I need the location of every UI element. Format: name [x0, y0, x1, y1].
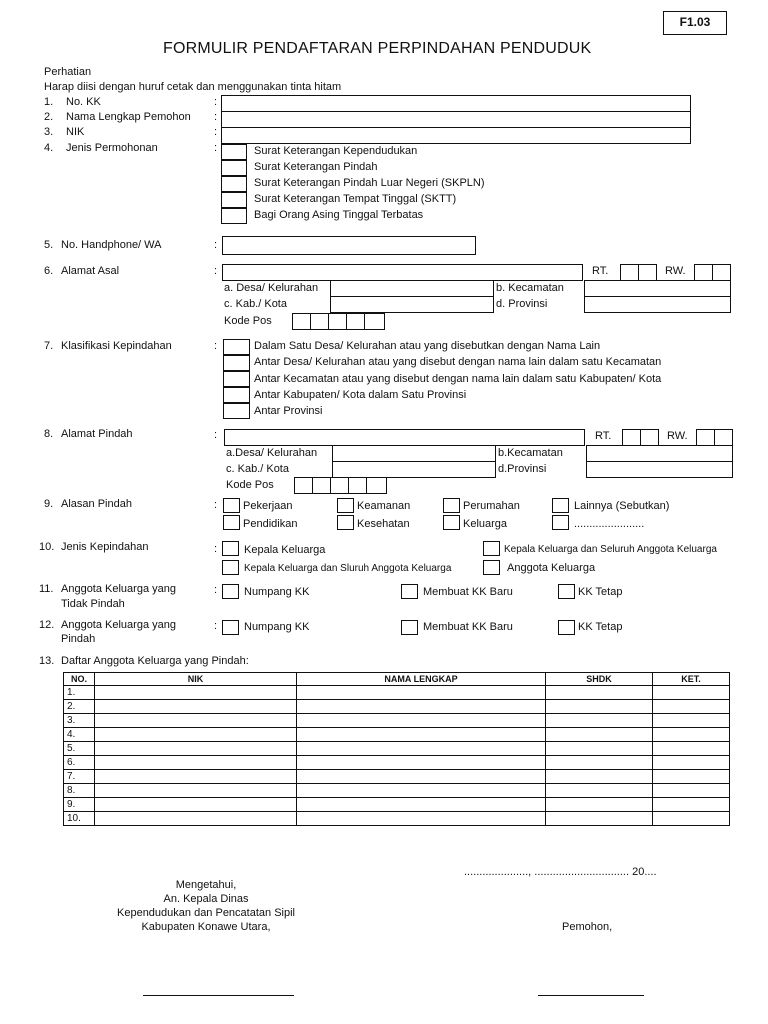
nik-cell[interactable] [95, 728, 297, 742]
colon: : [214, 239, 218, 251]
option-label: Surat Keterangan Pindah Luar Negeri (SKPLN) [254, 177, 485, 189]
field-5-label: No. Handphone/ WA [61, 239, 162, 251]
colon: : [214, 265, 218, 277]
shdk-cell[interactable] [546, 728, 653, 742]
field-10-label: Jenis Kepindahan [61, 541, 149, 553]
kodepos-label: Kode Pos [224, 315, 272, 327]
option-label: Antar Kecamatan atau yang disebut dengan nama lain dalam satu Kabupaten/ Kota [254, 373, 662, 385]
field-4-label: Jenis Permohonan [66, 142, 158, 154]
kodepos-label: Kode Pos [226, 479, 274, 491]
option-label: Antar Provinsi [254, 405, 323, 417]
kab-label: c. Kab./ Kota [224, 298, 287, 310]
checkbox[interactable] [483, 541, 500, 556]
checkbox[interactable] [401, 584, 418, 599]
colon: : [214, 620, 218, 632]
ket-cell[interactable] [653, 700, 730, 714]
kecamatan-label: b.Kecamatan [498, 447, 563, 459]
table-row [64, 728, 730, 742]
field-12-label: Anggota Keluarga yang [61, 619, 176, 631]
kab-label: c. Kab./ Kota [226, 463, 289, 475]
option-label: Lainnya (Sebutkan) [574, 500, 670, 512]
provinsi-input[interactable] [586, 461, 733, 478]
shdk-cell[interactable] [546, 714, 653, 728]
option-label: Kepala Keluarga dan Seluruh Anggota Keluarga [504, 544, 717, 555]
shdk-cell[interactable] [546, 798, 653, 812]
rw-digit[interactable] [694, 264, 713, 281]
field-11-num: 11. [39, 583, 54, 595]
option-label: Surat Keterangan Kependudukan [254, 145, 418, 157]
table-row [64, 742, 730, 756]
kodepos-digit[interactable] [294, 477, 313, 494]
kecamatan-label: b. Kecamatan [496, 282, 564, 294]
rw-label: RW. [665, 265, 686, 277]
option-label: Pekerjaan [243, 500, 293, 512]
field-11-label: Anggota Keluarga yang [61, 583, 176, 595]
option-label: Dalam Satu Desa/ Kelurahan atau yang disebutkan dengan Nama Lain [254, 340, 601, 352]
option-label: Kepala Keluarga dan Sluruh Anggota Keluarga [244, 563, 452, 574]
nama-cell[interactable] [297, 798, 546, 812]
field-6-num: 6. [44, 265, 54, 277]
rw-label: RW. [667, 430, 688, 442]
nama-pemohon-input[interactable] [221, 111, 691, 128]
checkbox[interactable] [552, 515, 569, 530]
field-7-label: Klasifikasi Kepindahan [61, 340, 172, 352]
option-label: KK Tetap [578, 586, 623, 598]
rt-digit[interactable] [622, 429, 641, 446]
rt-digit[interactable] [640, 429, 659, 446]
nama-cell[interactable] [297, 714, 546, 728]
rt-label: RT. [592, 265, 609, 277]
checkbox[interactable] [223, 355, 250, 371]
colon: : [214, 96, 218, 108]
table-row [64, 700, 730, 714]
checkbox[interactable] [443, 498, 460, 513]
rt-digit[interactable] [638, 264, 657, 281]
nik-cell[interactable] [95, 798, 297, 812]
table-header-row [64, 673, 730, 686]
checkbox[interactable] [221, 160, 247, 176]
table-row [64, 686, 730, 700]
checkbox[interactable] [221, 192, 247, 208]
checkbox[interactable] [223, 371, 250, 387]
field-9-label: Alasan Pindah [61, 498, 132, 510]
sign-left-line-4: Kabupaten Konawe Utara, [141, 921, 271, 933]
notice-heading: Perhatian [44, 66, 92, 78]
ket-cell[interactable] [653, 798, 730, 812]
field-6-label: Alamat Asal [61, 265, 120, 277]
ket-cell[interactable] [653, 742, 730, 756]
nik-cell[interactable] [95, 812, 297, 826]
field-1-label: No. KK [66, 96, 101, 108]
desa-input[interactable] [332, 445, 496, 462]
colon: : [214, 429, 218, 441]
row-number: 5. [64, 742, 95, 756]
ket-cell[interactable] [653, 784, 730, 798]
field-12-label: Pindah [61, 633, 96, 645]
field-13-label: Daftar Anggota Keluarga yang Pindah: [61, 655, 249, 667]
row-number: 8. [64, 784, 95, 798]
checkbox[interactable] [552, 498, 569, 513]
row-number: 9. [64, 798, 95, 812]
ket-cell[interactable] [653, 770, 730, 784]
nama-cell[interactable] [297, 686, 546, 700]
option-label: Keluarga [463, 518, 508, 530]
page-title: FORMULIR PENDAFTARAN PERPINDAHAN PENDUDUK [163, 40, 592, 57]
nama-cell[interactable] [297, 700, 546, 714]
option-label: Antar Kabupaten/ Kota dalam Satu Provinsi [254, 389, 467, 401]
checkbox[interactable] [222, 584, 239, 599]
row-number: 1. [64, 686, 95, 700]
nik-cell[interactable] [95, 784, 297, 798]
option-label: Antar Desa/ Kelurahan atau yang disebut dengan nama lain dalam satu Kecamatan [254, 356, 662, 368]
table-row [64, 770, 730, 784]
provinsi-label: d.Provinsi [498, 463, 547, 475]
kab-input[interactable] [330, 296, 494, 313]
shdk-cell[interactable] [546, 686, 653, 700]
checkbox[interactable] [558, 620, 575, 635]
shdk-cell[interactable] [546, 812, 653, 826]
colon: : [214, 584, 218, 596]
desa-label: a.Desa/ Kelurahan [226, 447, 318, 459]
field-3-label: NIK [66, 126, 85, 138]
colon: : [214, 126, 218, 138]
option-label: Surat Keterangan Pindah [254, 161, 378, 173]
colon: : [214, 111, 218, 123]
nik-cell[interactable] [95, 714, 297, 728]
col-header-nik: NIK [95, 673, 297, 686]
kodepos-digit[interactable] [292, 313, 311, 330]
checkbox[interactable] [222, 541, 239, 556]
kecamatan-input[interactable] [584, 280, 731, 297]
notice-text: Harap diisi dengan huruf cetak dan menggunakan tinta hitam [44, 81, 342, 93]
provinsi-input[interactable] [584, 296, 731, 313]
table-row [64, 798, 730, 812]
field-2-label: Nama Lengkap Pemohon [66, 111, 191, 123]
option-label: Surat Keterangan Tempat Tinggal (SKTT) [254, 193, 457, 205]
nik-cell[interactable] [95, 742, 297, 756]
colon: : [214, 543, 218, 555]
date-line[interactable]: ....................., ............................... 20.... [464, 866, 657, 878]
row-number: 2. [64, 700, 95, 714]
kodepos-digit[interactable] [366, 477, 387, 494]
field-2-num: 2. [44, 111, 54, 123]
nama-cell[interactable] [297, 728, 546, 742]
option-label: Kesehatan [357, 518, 410, 530]
field-9-num: 9. [44, 498, 54, 510]
option-label: Kepala Keluarga [244, 544, 326, 556]
row-number: 3. [64, 714, 95, 728]
kodepos-digit[interactable] [364, 313, 385, 330]
shdk-cell[interactable] [546, 784, 653, 798]
colon: : [214, 499, 218, 511]
kodepos-digit[interactable] [346, 313, 365, 330]
kodepos-digit[interactable] [310, 313, 329, 330]
option-label: Perumahan [463, 500, 520, 512]
col-header-shdk: SHDK [546, 673, 653, 686]
rw-digit[interactable] [696, 429, 715, 446]
field-1-num: 1. [44, 96, 54, 108]
col-header-no: NO. [64, 673, 95, 686]
rw-digit[interactable] [712, 264, 731, 281]
colon: : [214, 340, 218, 352]
checkbox[interactable] [401, 620, 418, 635]
option-label: Keamanan [357, 500, 411, 512]
field-3-num: 3. [44, 126, 54, 138]
shdk-cell[interactable] [546, 700, 653, 714]
col-header-nama: NAMA LENGKAP [297, 673, 546, 686]
option-label: Numpang KK [244, 586, 310, 598]
row-number: 4. [64, 728, 95, 742]
option-label: KK Tetap [578, 621, 623, 633]
no-kk-input[interactable] [221, 95, 691, 112]
checkbox[interactable] [337, 498, 354, 513]
table-row [64, 812, 730, 826]
option-label: Anggota Keluarga [507, 562, 596, 574]
row-number: 6. [64, 756, 95, 770]
desa-label: a. Desa/ Kelurahan [224, 282, 319, 294]
field-5-num: 5. [44, 239, 54, 251]
rt-label: RT. [595, 430, 612, 442]
row-number: 10. [64, 812, 95, 826]
left-signature-line[interactable] [143, 995, 294, 996]
table-row [64, 756, 730, 770]
nama-cell[interactable] [297, 812, 546, 826]
field-8-label: Alamat Pindah [61, 428, 133, 440]
checkbox[interactable] [443, 515, 460, 530]
family-member-table [63, 672, 730, 826]
desa-input[interactable] [330, 280, 494, 297]
field-10-num: 10. [39, 541, 55, 553]
kodepos-digit[interactable] [330, 477, 349, 494]
checkbox[interactable] [558, 584, 575, 599]
kodepos-digit[interactable] [312, 477, 331, 494]
checkbox[interactable] [337, 515, 354, 530]
row-number: 7. [64, 770, 95, 784]
shdk-cell[interactable] [546, 742, 653, 756]
checkbox[interactable] [223, 339, 250, 355]
option-label: Membuat KK Baru [423, 621, 513, 633]
checkbox[interactable] [221, 144, 247, 160]
other-reason-dots[interactable]: ....................... [574, 518, 645, 530]
checkbox[interactable] [223, 387, 250, 403]
kodepos-digit[interactable] [328, 313, 347, 330]
nama-cell[interactable] [297, 756, 546, 770]
alamat-pindah-input[interactable] [224, 429, 585, 446]
nama-cell[interactable] [297, 770, 546, 784]
field-11-label: Tidak Pindah [61, 598, 125, 610]
kab-input[interactable] [332, 461, 496, 478]
nik-input[interactable] [221, 127, 691, 144]
checkbox[interactable] [223, 515, 240, 530]
kecamatan-input[interactable] [586, 445, 733, 462]
sign-left-line-1: Mengetahui, [175, 879, 237, 891]
checkbox[interactable] [222, 620, 239, 635]
ket-cell[interactable] [653, 714, 730, 728]
rt-digit[interactable] [620, 264, 639, 281]
checkbox[interactable] [483, 560, 500, 575]
table-row [64, 714, 730, 728]
option-label: Bagi Orang Asing Tinggal Terbatas [254, 209, 424, 221]
handphone-input[interactable] [222, 236, 476, 255]
sign-right-label: Pemohon, [562, 921, 613, 933]
table-row [64, 784, 730, 798]
nik-cell[interactable] [95, 770, 297, 784]
form-code: F1.03 [663, 11, 727, 35]
shdk-cell[interactable] [546, 770, 653, 784]
nik-cell[interactable] [95, 700, 297, 714]
rw-digit[interactable] [714, 429, 733, 446]
field-12-num: 12. [39, 619, 55, 631]
col-header-ket: KET. [653, 673, 730, 686]
sign-left-line-2: An. Kepala Dinas [163, 893, 249, 905]
nik-cell[interactable] [95, 756, 297, 770]
nama-cell[interactable] [297, 742, 546, 756]
field-7-num: 7. [44, 340, 54, 352]
shdk-cell[interactable] [546, 756, 653, 770]
option-label: Pendidikan [243, 518, 298, 530]
kodepos-digit[interactable] [348, 477, 367, 494]
alamat-asal-input[interactable] [222, 264, 583, 281]
nama-cell[interactable] [297, 784, 546, 798]
sign-left-line-3: Kependudukan dan Pencatatan Sipil [117, 907, 295, 919]
ket-cell[interactable] [653, 812, 730, 826]
colon: : [214, 142, 218, 154]
ket-cell[interactable] [653, 686, 730, 700]
checkbox[interactable] [223, 498, 240, 513]
checkbox[interactable] [221, 176, 247, 192]
checkbox[interactable] [222, 560, 239, 575]
ket-cell[interactable] [653, 756, 730, 770]
checkbox[interactable] [221, 208, 247, 224]
nik-cell[interactable] [95, 686, 297, 700]
field-13-num: 13. [39, 655, 55, 667]
right-signature-line[interactable] [538, 995, 644, 996]
field-4-num: 4. [44, 142, 54, 154]
option-label: Numpang KK [244, 621, 310, 633]
provinsi-label: d. Provinsi [496, 298, 548, 310]
field-8-num: 8. [44, 428, 54, 440]
option-label: Membuat KK Baru [423, 586, 513, 598]
checkbox[interactable] [223, 403, 250, 419]
ket-cell[interactable] [653, 728, 730, 742]
